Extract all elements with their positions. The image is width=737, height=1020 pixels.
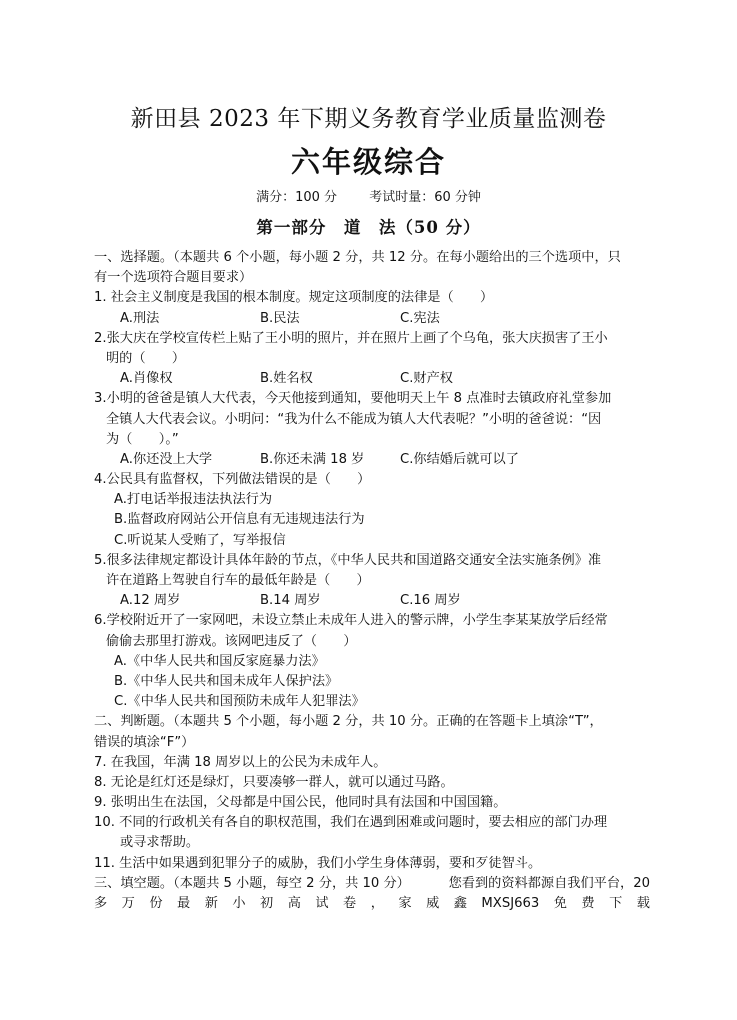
promo-char: 试 (315, 896, 329, 911)
q8: 8. 无论是红灯还是绿灯，只要凑够一群人，就可以通过马路。 (94, 774, 454, 790)
q1-options (94, 309, 650, 329)
promo-char: 卷 (343, 896, 357, 911)
part-heading: 第一部分 道 法（50 分） (256, 218, 481, 237)
q1-option-c: C.宪法 (400, 310, 440, 326)
exam-time: 考试时量：60 分钟 (369, 190, 481, 205)
promo-char: 费 (581, 896, 595, 911)
q3-stem-line2: 全镇人大代表会议。小明问：“我为什么不能成为镇人大代表呢？”小明的爸爸说：“因 (106, 411, 602, 427)
promo-char: 最 (177, 896, 191, 911)
q3-options (94, 450, 650, 470)
q3-option-c: C.你结婚后就可以了 (400, 451, 519, 467)
promo-char: 家 (398, 896, 412, 911)
q2-option-b: B.姓名权 (260, 371, 313, 387)
q1-stem: 1. 社会主义制度是我国的根本制度。规定这项制度的法律是（ ） (94, 290, 494, 306)
q3-option-b: B.你还未满 18 岁 (260, 451, 365, 467)
promo-char: 小 (232, 896, 246, 911)
q10-line1: 10. 不同的行政机关有各自的职权范围，我们在遇到困难或问题时，要去相应的部门办理 (94, 815, 608, 831)
q11: 11. 生活中如果遇到犯罪分子的威胁，我们小学生身体薄弱，要和歹徒智斗。 (94, 855, 542, 871)
section3-heading-text: 三、填空题。（本题共 5 小题，每空 2 分，共 10 分） (94, 875, 410, 891)
exam-title: 新田县 2023 年下期义务教育学业质量监测卷 (130, 106, 607, 132)
q2-option-c: C.财产权 (400, 371, 453, 387)
promo-line (94, 894, 650, 914)
promo-char: 初 (260, 896, 274, 911)
q4-option-b: B.监督政府网站公开信息有无违规违法行为 (114, 512, 365, 528)
q5-option-a: A.12 周岁 (120, 593, 181, 609)
exam-meta (0, 186, 737, 205)
q5-stem-line2: 许在道路上驾驶自行车的最低年龄是（ ） (106, 573, 370, 588)
q9: 9. 张明出生在法国，父母都是中国公民，他同时具有法国和中国国籍。 (94, 795, 507, 811)
q6-stem-line1: 6.学校附近开了一家网吧，未设立禁止未成年人进入的警示牌，小学生李某某放学后经常 (94, 613, 608, 629)
exam-body (94, 248, 650, 914)
q10-line2: 或寻求帮助。 (120, 835, 200, 851)
q3-stem-line3: 为（ ）。” (106, 431, 179, 447)
q5-option-b: B.14 周岁 (260, 593, 321, 609)
promo-char: 下 (609, 896, 623, 911)
q3-option-a: A.你还没上大学 (120, 451, 213, 467)
section3-heading (94, 874, 650, 894)
section1-heading-line1: 一、选择题。（本题共 6 个小题，每小题 2 分，共 12 分。在每小题给出的三个选项中，只 (94, 250, 621, 265)
promo-char: 份 (149, 896, 163, 911)
promo-char: 鑫 (453, 896, 467, 911)
promo-char: 威 (426, 896, 440, 911)
promo-char: 载 (636, 896, 650, 911)
q4-option-c: C.听说某人受贿了，写举报信 (114, 532, 286, 548)
q1-option-a: A.刑法 (120, 310, 160, 326)
promo-char: 多 (94, 896, 108, 911)
exam-subtitle: 六年级综合 (290, 145, 446, 179)
section1-heading-line2: 有一个选项符合题目要求） (94, 270, 253, 286)
promo-char: 新 (204, 896, 218, 911)
promo-char: ， (370, 896, 384, 911)
full-score: 满分：100 分 (256, 190, 338, 205)
q7: 7. 在我国，年满 18 周岁以上的公民为未成年人。 (94, 754, 387, 770)
q2-option-a: A.肖像权 (120, 371, 173, 387)
q5-options (94, 591, 650, 611)
q3-stem-line1: 3.小明的爸爸是镇人大代表，今天他接到通知，要他明天上午 8 点准时去镇政府礼堂参加 (94, 391, 612, 407)
q6-option-a: A.《中华人民共和国反家庭暴力法》 (114, 653, 325, 669)
promo-char: 高 (287, 896, 301, 911)
q4-stem: 4.公民具有监督权，下列做法错误的是（ ） (94, 472, 371, 488)
q2-stem-line1: 2.张大庆在学校宣传栏上贴了王小明的照片，并在照片上画了个乌龟，张大庆损害了王小 (94, 330, 608, 346)
q2-stem-line2: 明的（ ） (106, 350, 186, 366)
q6-option-c: C.《中华人民共和国预防未成年人犯罪法》 (114, 694, 365, 710)
q6-option-b: B.《中华人民共和国未成年人保护法》 (114, 673, 339, 689)
q4-option-a: A.打电话举报违法执法行为 (114, 492, 273, 508)
promo-char: 免 (553, 896, 567, 911)
promo-text-tail: 您看到的资料都源自我们平台，20 (448, 875, 650, 891)
section2-heading-line1: 二、判断题。（本题共 5 个小题，每小题 2 分，共 10 分。正确的在答题卡上填涂“T”， (94, 714, 603, 730)
promo-char: 万 (121, 896, 135, 911)
section2-heading-line2: 错误的填涂“F”） (94, 734, 195, 750)
q2-options (94, 369, 650, 389)
q5-stem-line1: 5.很多法律规定都设计具体年龄的节点，《中华人民共和国道路交通安全法实施条例》准 (94, 552, 602, 568)
q5-option-c: C.16 周岁 (400, 593, 461, 609)
q6-stem-line2: 偷偷去那里打游戏。该网吧违反了（ ） (106, 633, 357, 649)
q1-option-b: B.民法 (260, 310, 300, 326)
promo-code: MXSJ663 (481, 896, 540, 911)
